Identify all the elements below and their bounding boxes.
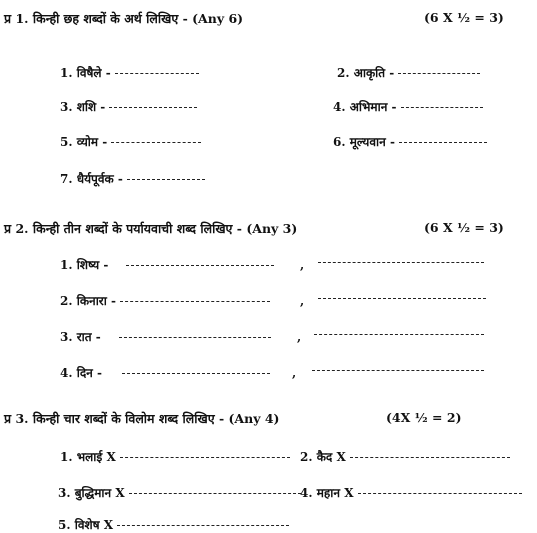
q3-marks: (4X ½ = 2): [386, 410, 462, 425]
q2-answer-line-3b: [314, 334, 484, 335]
q2-answer-line-1b: [318, 262, 484, 263]
q1-item-4: 4. अभिमान -: [333, 98, 483, 115]
q1-item-2: 2. आकृति -: [337, 64, 480, 81]
q2-answer-line-4b: [312, 370, 484, 371]
q2-item-4: 4. दिन -: [60, 364, 270, 381]
q3-title: प्र 3. किन्ही चार शब्दों के विलोम शब्द लिखिए - (Any 4): [4, 411, 280, 426]
q1-item-3: 3. शशि -: [60, 98, 197, 115]
q3-item-5: 5. विशेष X: [58, 516, 289, 533]
q2-item-3: 3. रात -: [60, 328, 271, 345]
q1-item-7: 7. धैर्यपूर्वक -: [60, 170, 205, 187]
q2-title: प्र 2. किन्ही तीन शब्दों के पर्यायवाची शब्द लिखिए - (Any 3): [4, 221, 298, 236]
q3-item-4: 4. महान X: [300, 484, 522, 501]
q2-answer-line-2b: [318, 298, 486, 299]
q1-title: प्र 1. किन्ही छह शब्दों के अर्थ लिखिए - (Any 6): [4, 11, 244, 26]
q2-item-2: 2. किनारा -: [60, 292, 270, 309]
q2-marks: (6 X ½ = 3): [424, 220, 504, 235]
q3-item-1: 1. भलाई X: [60, 448, 290, 465]
q2-comma-3: ,: [297, 330, 302, 344]
q2-comma-2: ,: [300, 294, 305, 308]
q1-item-5: 5. व्योम -: [60, 133, 201, 150]
q2-comma-1: ,: [300, 258, 305, 272]
q2-comma-4: ,: [292, 366, 297, 380]
q3-item-3: 3. बुद्धिमान X: [58, 484, 301, 501]
q3-item-2: 2. कैद X: [300, 448, 510, 465]
q1-item-1: 1. विषैले -: [60, 64, 199, 81]
q1-marks: (6 X ½ = 3): [424, 10, 504, 25]
q1-item-6: 6. मूल्यवान -: [333, 133, 487, 150]
q2-item-1: 1. शिष्य -: [60, 256, 274, 273]
